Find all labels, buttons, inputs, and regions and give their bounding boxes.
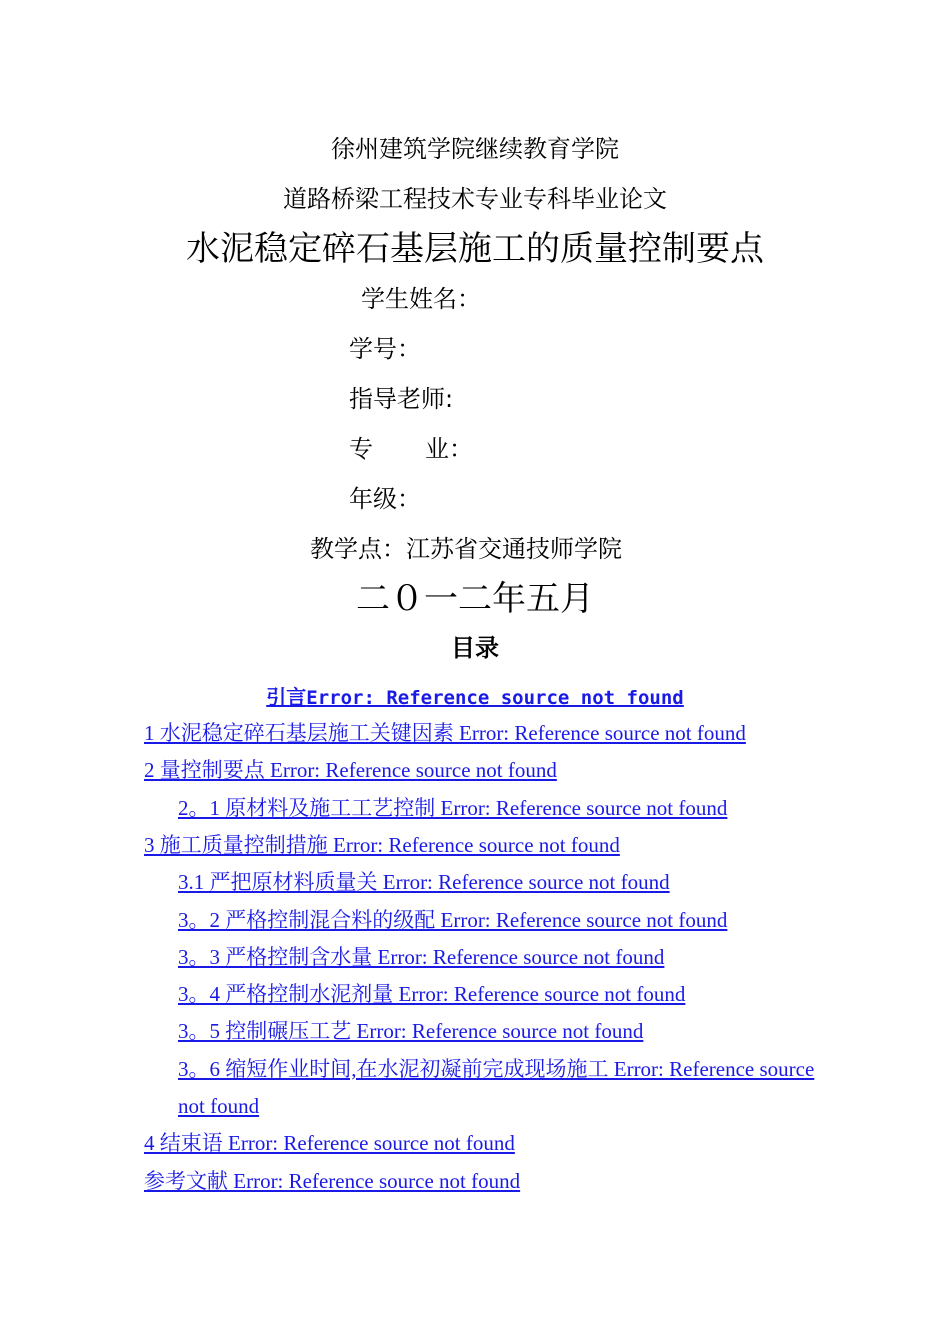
thesis-major-line: 道路桥梁工程技术专业专科毕业论文 <box>283 185 667 213</box>
school-name: 徐州建筑学院继续教育学院 <box>331 135 619 163</box>
student-name-label: 学生姓名： <box>361 285 481 313</box>
toc-entry[interactable]: 3。6 缩短作业时间,在水泥初凝前完成现场施工 Error: Reference source not found <box>178 1056 815 1118</box>
toc-entry-introduction[interactable] <box>0 682 950 713</box>
toc-entry[interactable]: 参考文献 Error: Reference source not found <box>144 1168 521 1193</box>
toc-entry[interactable]: 2。1 原材料及施工工艺控制 Error: Reference source not found <box>178 795 728 820</box>
toc-entry[interactable]: 4 结束语 Error: Reference source not found <box>144 1131 515 1156</box>
major-label-part2: 业： <box>425 435 473 463</box>
toc-entry[interactable]: 3。4 严格控制水泥剂量 Error: Reference source not found <box>178 982 686 1007</box>
grade-label: 年级： <box>349 485 421 513</box>
toc-entry[interactable]: 3。3 严格控制含水量 Error: Reference source not found <box>178 944 665 969</box>
toc-entry[interactable]: 3。5 控制碾压工艺 Error: Reference source not found <box>178 1019 644 1044</box>
toc-entry[interactable]: 3.1 严把原材料质量关 Error: Reference source not found <box>178 870 670 895</box>
major-label <box>349 431 473 467</box>
toc-entry[interactable]: 2 量控制要点 Error: Reference source not found <box>144 758 557 783</box>
toc-entry-introduction-error: Error: Reference source not found <box>306 687 684 709</box>
major-label-part1: 专 <box>349 435 373 463</box>
teaching-site: 教学点：江苏省交通技师学院 <box>310 535 622 563</box>
student-id-label: 学号： <box>349 335 421 363</box>
advisor-label: 指导老师: <box>349 385 454 413</box>
thesis-title: 水泥稳定碎石基层施工的质量控制要点 <box>186 229 764 269</box>
thesis-date: 二０一二年五月 <box>356 579 594 619</box>
toc-entry[interactable]: 3。2 严格控制混合料的级配 Error: Reference source not found <box>178 907 728 932</box>
toc-title: 目录 <box>451 634 499 662</box>
toc-entry[interactable]: 1 水泥稳定碎石基层施工关键因素 Error: Reference source not found <box>144 721 746 745</box>
toc-entry-introduction-label: 引言 <box>266 685 307 709</box>
toc-entry[interactable]: 3 施工质量控制措施 Error: Reference source not found <box>144 832 620 857</box>
